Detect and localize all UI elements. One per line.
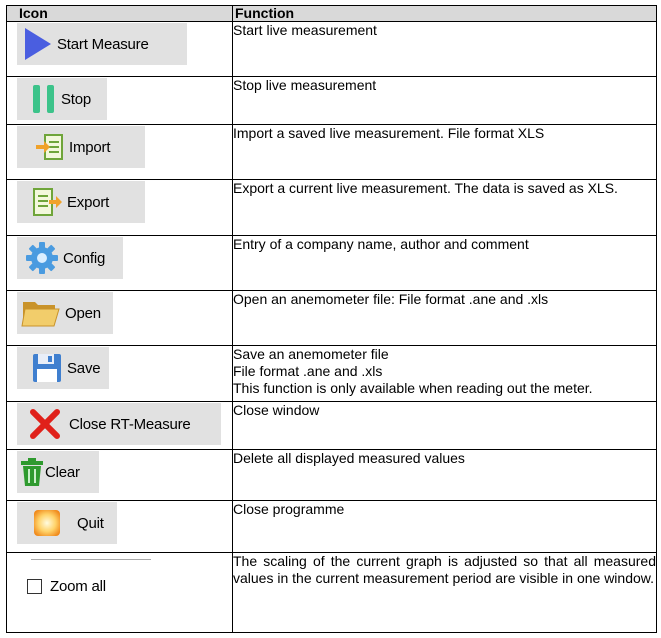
open-label: Open <box>65 304 101 322</box>
clear-label: Clear <box>45 463 80 481</box>
quit-icon <box>33 509 61 537</box>
import-label: Import <box>69 138 111 156</box>
quit-button[interactable] <box>17 502 117 544</box>
function-text: Export a current live measurement. The data is saved as XLS. <box>233 180 618 196</box>
function-text: Delete all displayed measured values <box>233 450 465 466</box>
zoom-all-checkbox[interactable] <box>27 578 106 595</box>
save-button[interactable] <box>17 347 109 389</box>
folder-icon <box>21 297 61 329</box>
start-measure-button[interactable] <box>17 23 187 65</box>
header-function: Function <box>233 6 657 22</box>
function-text: This function is only available when reading out the meter. <box>233 380 593 396</box>
export-label: Export <box>67 193 110 211</box>
function-text: Start live measurement <box>233 22 377 38</box>
table-row <box>7 291 657 346</box>
zoom-tab-divider <box>31 553 151 560</box>
open-button[interactable] <box>17 292 113 334</box>
table-row <box>7 22 657 77</box>
table-row <box>7 501 657 553</box>
table-row <box>7 77 657 125</box>
floppy-icon <box>31 352 63 384</box>
table-row <box>7 236 657 291</box>
function-table <box>6 5 657 633</box>
table-row <box>7 553 657 633</box>
play-icon <box>23 27 53 61</box>
quit-label: Quit <box>77 514 104 532</box>
function-text: Import a saved live measurement. File format XLS <box>233 125 545 141</box>
pause-icon <box>31 84 57 114</box>
import-button[interactable] <box>17 126 145 168</box>
table-header-row <box>7 6 657 22</box>
function-text: Close window <box>233 402 320 418</box>
table-row <box>7 346 657 402</box>
function-text: Entry of a company name, author and comment <box>233 236 529 252</box>
config-button[interactable] <box>17 237 123 279</box>
function-text: Stop live measurement <box>233 77 377 93</box>
function-text: The scaling of the current graph is adjusted so that all measured values in the current measurement period are visible in one window. <box>233 553 656 586</box>
stop-button[interactable] <box>17 78 107 120</box>
table-row <box>7 180 657 236</box>
config-label: Config <box>63 249 106 267</box>
zoom-all-label: Zoom all <box>50 578 106 595</box>
function-text: File format .ane and .xls <box>233 363 383 379</box>
export-button[interactable] <box>17 181 145 223</box>
gear-icon <box>25 241 59 275</box>
trash-icon <box>19 456 45 488</box>
function-text: Close programme <box>233 501 345 517</box>
start-measure-label: Start Measure <box>57 35 149 53</box>
close-rt-measure-button[interactable] <box>17 403 221 445</box>
function-text: Open an anemometer file: File format .ane and .xls <box>233 291 549 307</box>
table-row <box>7 402 657 450</box>
table-row <box>7 450 657 501</box>
table-row <box>7 125 657 180</box>
save-label: Save <box>67 359 101 377</box>
import-icon <box>35 132 65 162</box>
header-icon: Icon <box>7 6 233 22</box>
function-text: Save an anemometer file <box>233 346 389 362</box>
stop-label: Stop <box>61 90 92 108</box>
close-icon <box>29 408 61 440</box>
clear-button[interactable] <box>17 451 99 493</box>
export-icon <box>31 186 63 218</box>
close-rt-measure-label: Close RT-Measure <box>69 415 191 433</box>
checkbox-icon <box>27 579 42 594</box>
